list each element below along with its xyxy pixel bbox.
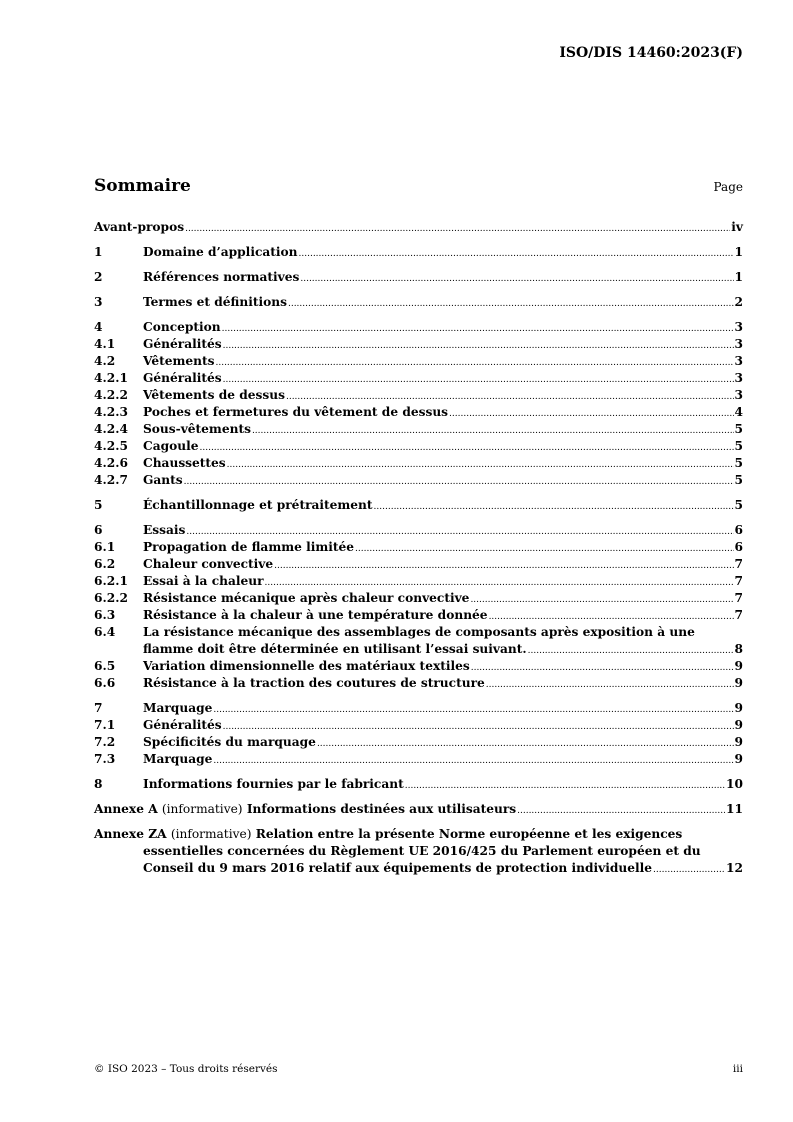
toc-entry[interactable] [94, 675, 743, 692]
toc-entry-number: 4.2 [94, 354, 116, 368]
toc-entry-page: 3 [734, 371, 743, 385]
toc-entry-title: Sous-vêtements [143, 422, 251, 436]
toc-entry-number: 4.2.1 [94, 371, 128, 385]
toc-entry-title: Variation dimensionnelle des matériaux textiles [143, 659, 470, 673]
toc-entry-title: Vêtements de dessus [143, 388, 285, 402]
toc-entry[interactable] [94, 590, 743, 607]
toc-entry-number: 1 [94, 245, 103, 259]
toc-entry-number: 2 [94, 270, 103, 284]
toc-entry-number: 4.2.3 [94, 405, 128, 419]
toc-entry-number: 4.1 [94, 337, 116, 351]
toc-entry-number: 6.5 [94, 659, 116, 673]
toc-leader-dots [213, 702, 733, 719]
toc-entry[interactable] [94, 472, 743, 489]
toc-entry[interactable] [94, 455, 743, 472]
toc-leader-dots [223, 372, 734, 389]
toc-entry[interactable] [94, 573, 743, 590]
toc-leader-dots [300, 271, 733, 288]
toc-entry-title: Spécificités du marquage [143, 735, 316, 749]
toc-entry-number: 4.2.6 [94, 456, 128, 470]
toc-entry[interactable] [94, 658, 743, 675]
toc-entry[interactable] [94, 336, 743, 353]
toc-leader-dots [184, 474, 734, 491]
toc-annex-entry[interactable] [94, 826, 743, 843]
toc-entry[interactable] [94, 219, 743, 236]
toc-entry-page: 9 [734, 752, 743, 766]
toc-entry-page: 6 [734, 523, 743, 537]
page-number: iii [732, 1063, 743, 1075]
toc-leader-dots [215, 355, 733, 372]
toc-entry-page: 3 [734, 354, 743, 368]
toc-entry[interactable] [94, 404, 743, 421]
toc-annex-heading [94, 826, 682, 843]
toc-entry[interactable] [94, 751, 743, 768]
toc-annex-entry[interactable] [94, 801, 743, 818]
toc-entry[interactable] [94, 438, 743, 455]
toc-entry-title: Essai à la chaleur [143, 574, 264, 588]
toc-entry-number: 5 [94, 498, 103, 512]
toc-entry-page: 3 [734, 388, 743, 402]
toc-title: Sommaire [94, 176, 191, 196]
toc-leader-dots [355, 541, 733, 558]
toc-entry-title: Marquage [143, 701, 213, 715]
toc-entry-number: 6.6 [94, 676, 116, 690]
toc-entry-number: 6.2 [94, 557, 116, 571]
toc-entry-title: Gants [143, 473, 183, 487]
toc-entry-page: 3 [734, 337, 743, 351]
toc-leader-dots [470, 592, 733, 609]
toc-entry-title-line2: flamme doit être déterminée en utilisant l’essai suivant. [143, 642, 527, 656]
toc-entry-page: 12 [726, 861, 743, 875]
toc-entry[interactable] [94, 624, 743, 641]
toc-leader-dots [213, 753, 733, 770]
toc-entry-title: Références normatives [143, 270, 300, 284]
toc-entry-page: 10 [726, 777, 743, 791]
toc-leader-dots [517, 803, 725, 820]
toc-entry[interactable] [94, 607, 743, 624]
table-of-contents [94, 219, 743, 877]
toc-leader-dots [317, 736, 734, 753]
toc-annex-heading [94, 801, 516, 818]
toc-entry-number: 6.2.1 [94, 574, 128, 588]
annex-title: Relation entre la présente Norme européenne et les exigences [255, 827, 683, 841]
toc-entry-title: Vêtements [143, 354, 215, 368]
toc-entry-page: 5 [734, 456, 743, 470]
toc-entry-page: 5 [734, 422, 743, 436]
toc-entry-title: Chaussettes [143, 456, 226, 470]
toc-entry-title: Termes et définitions [143, 295, 287, 309]
toc-entry[interactable] [94, 269, 743, 286]
toc-leader-dots [274, 558, 733, 575]
toc-entry[interactable] [94, 556, 743, 573]
toc-entry-title: Résistance à la traction des coutures de structure [143, 676, 485, 690]
annex-label: Annexe A [94, 802, 158, 816]
toc-entry-title: Informations fournies par le fabricant [143, 777, 404, 791]
toc-entry-page: 7 [734, 608, 743, 622]
annex-type: (informative) [170, 827, 252, 841]
toc-entry-page: 3 [734, 320, 743, 334]
toc-entry-page: 7 [734, 574, 743, 588]
toc-leader-dots [405, 778, 725, 795]
toc-entry-number: 4.2.4 [94, 422, 128, 436]
toc-entry-number: 3 [94, 295, 103, 309]
toc-leader-dots [374, 499, 734, 516]
toc-entry[interactable] [94, 387, 743, 404]
toc-entry-title: Chaleur convective [143, 557, 274, 571]
toc-entry-number: 4.2.7 [94, 473, 128, 487]
toc-entry-page: 9 [734, 701, 743, 715]
toc-leader-dots [200, 440, 734, 457]
toc-entry-title: Résistance à la chaleur à une température donnée [143, 608, 488, 622]
toc-entry-number: 4.2.5 [94, 439, 128, 453]
toc-entry-page: 1 [734, 270, 743, 284]
toc-entry-title: Marquage [143, 752, 213, 766]
toc-entry-page: 9 [734, 735, 743, 749]
toc-entry-number: 6.1 [94, 540, 116, 554]
toc-entry-page: 9 [734, 718, 743, 732]
toc-entry-page: 6 [734, 540, 743, 554]
toc-entry[interactable] [94, 370, 743, 387]
toc-entry-page: 5 [734, 498, 743, 512]
toc-entry-number: 7.1 [94, 718, 116, 732]
toc-entry-page: 5 [734, 473, 743, 487]
toc-entry-page: 9 [734, 659, 743, 673]
toc-entry-title: Domaine d’application [143, 245, 298, 259]
toc-entry-page: 7 [734, 591, 743, 605]
toc-entry[interactable] [94, 244, 743, 261]
toc-leader-dots [449, 406, 733, 423]
toc-entry-number: 6 [94, 523, 103, 537]
toc-entry[interactable] [94, 734, 743, 751]
toc-entry-number: 6.3 [94, 608, 116, 622]
toc-leader-dots [288, 296, 734, 313]
toc-entry[interactable] [94, 353, 743, 370]
toc-entry-title: La résistance mécanique des assemblages de composants après exposition à une [143, 625, 695, 639]
toc-annex-last-line[interactable] [94, 860, 743, 877]
toc-entry-title: Résistance mécanique après chaleur convective [143, 591, 470, 605]
toc-leader-dots [653, 862, 725, 879]
toc-entry-page: 5 [734, 439, 743, 453]
toc-entry-number: 6.2.2 [94, 591, 128, 605]
toc-entry[interactable] [94, 776, 743, 793]
toc-entry-number: 7.3 [94, 752, 116, 766]
toc-leader-dots [486, 677, 734, 694]
toc-entry-title: Généralités [143, 718, 222, 732]
copyright-footer: © ISO 2023 – Tous droits réservés [94, 1063, 278, 1075]
toc-entry-page: 4 [734, 405, 743, 419]
toc-entry[interactable] [94, 421, 743, 438]
toc-leader-dots [223, 338, 734, 355]
toc-entry-number: 8 [94, 777, 103, 791]
toc-entry-number: 7.2 [94, 735, 116, 749]
toc-entry-title: Propagation de flamme limitée [143, 540, 355, 554]
toc-entry-title: Essais [143, 523, 186, 537]
toc-entry-title: Avant-propos [94, 220, 185, 234]
toc-leader-dots [471, 660, 734, 677]
annex-title: Informations destinées aux utilisateurs [246, 802, 517, 816]
toc-entry[interactable] [94, 522, 743, 539]
toc-entry[interactable] [94, 319, 743, 336]
toc-entry-number: 4.2.2 [94, 388, 128, 402]
toc-entry-page: 7 [734, 557, 743, 571]
annex-label: Annexe ZA [94, 827, 167, 841]
toc-entry-title: Généralités [143, 337, 222, 351]
toc-leader-dots [227, 457, 734, 474]
toc-entry-number: 4 [94, 320, 103, 334]
annex-title-line3: Conseil du 9 mars 2016 relatif aux équipements de protection individuelle [143, 861, 653, 875]
toc-entry-title: Cagoule [143, 439, 199, 453]
toc-leader-dots [222, 321, 734, 338]
toc-leader-dots [185, 221, 730, 238]
toc-leader-dots [299, 246, 734, 263]
toc-entry[interactable] [94, 294, 743, 311]
toc-entry-number: 7 [94, 701, 103, 715]
annex-type: (informative) [161, 802, 243, 816]
toc-entry-page: iv [731, 220, 743, 234]
toc-entry[interactable] [94, 497, 743, 514]
toc-entry[interactable] [94, 700, 743, 717]
toc-leader-dots [252, 423, 734, 440]
toc-entry-page: 8 [734, 642, 743, 656]
annex-title-line2: essentielles concernées du Règlement UE 2016/425 du Parlement européen et du [143, 844, 701, 858]
toc-entry-title: Conception [143, 320, 221, 334]
page-column-label: Page [713, 180, 743, 194]
toc-entry-title: Poches et fermetures du vêtement de dessus [143, 405, 449, 419]
toc-entry-page: 11 [726, 802, 743, 816]
toc-entry[interactable] [94, 717, 743, 734]
toc-entry-page: 1 [734, 245, 743, 259]
toc-entry-title: Échantillonnage et prétraitement [143, 498, 373, 512]
toc-entry-title: Généralités [143, 371, 222, 385]
toc-entry[interactable] [94, 539, 743, 556]
toc-leader-dots [528, 643, 734, 660]
toc-entry-number: 6.4 [94, 625, 116, 639]
toc-entry-page: 9 [734, 676, 743, 690]
toc-entry-page: 2 [734, 295, 743, 309]
toc-entry-continuation[interactable] [94, 641, 743, 658]
document-id: ISO/DIS 14460:2023(F) [559, 45, 743, 61]
